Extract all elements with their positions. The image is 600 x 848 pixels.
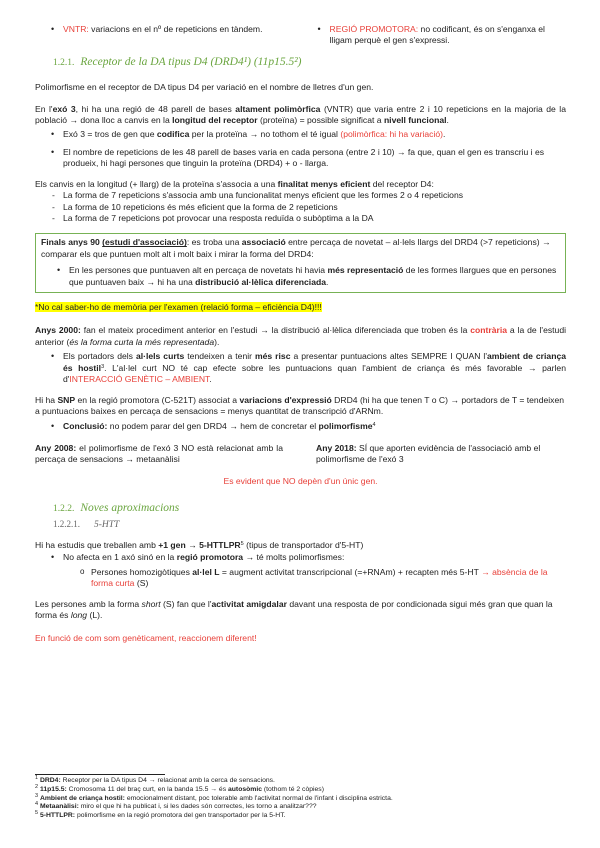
paragraph-5htt: Hi ha estudis que treballen amb +1 gen → $5-HTTLPR^5$ (tipus de transportador d'5-HT) (35, 540, 364, 550)
section-number: 1.2.1. (53, 57, 75, 68)
dash-item: - La forma de 7 repeticions pot provocar una resposta reduïda o subòptima a la DA (49, 213, 566, 224)
top-columns (49, 24, 566, 47)
dash-item: - La forma de 7 repeticions s'associa amb una funcionalitat menys eficient que les formes 2 o 4 repeticions (49, 190, 566, 201)
bullet-conclusio: • Conclusió: no podem parar del gen DRD4 → hem de concretar el polimorfisme$^4$ (49, 421, 566, 432)
footnote-1: $^1$ DRD4: Receptor per la DA tipus D4 → relacionat amb la cerca de sensacions. (35, 775, 275, 784)
year-2008: Any 2008: el polimorfisme de l'exó 3 NO està relacionat amb la percaça de sensacions → metaanàlisi (35, 442, 283, 465)
footnote-4: $^4$ Metaanàlisi: miro el que hi ha publicat i, si les dades són correctes, les torno a analitzar??? (35, 801, 317, 811)
promotora-term: REGIÓ PROMOTORA: (329, 24, 419, 34)
vntr-text: variacions en el nº de repeticions en tàndem. (88, 24, 263, 34)
footnote-rule (35, 774, 165, 775)
footnote-2: $^2$ 11p15.5: Cromosoma 11 del braç curt, en la banda 15.5 → és autosòmic (tothom té 2 còpies) (35, 783, 324, 793)
finals-90-box (35, 233, 566, 293)
paragraph-polymorphism: Polimorfisme en el receptor de DA tipus D4 per variació en el nombre de lletres d'un gen. (35, 82, 374, 93)
years-columns (35, 443, 566, 466)
bullet-exo3: • Exó 3 = tros de gen que codifica per la proteïna → no tothom el té igual (polimòrfica: hi ha variació). (49, 129, 566, 140)
box-bullet: • En les persones que puntuaven alt en percaça de novetats hi havia més representació de les formes llargues que en persones que puntuaven baix → hi ha una distribució al·lèlica diferenciada. (55, 265, 560, 288)
footnote-3: $^3$ Ambient de criança hostil: emocionalment distant, poc tolerable amb l'activitat normal de l'infant i disciplina estricta. (35, 792, 393, 802)
bullet-curts: • Els portadors dels al·lels curts tendeixen a tenir més risc a presentar puntuacions altes SEMPRE I QUAN l'ambient de criança és hostil$^3$. L'al·lel curt NO té cap efecte sobre les puntuacions quan l'ambient de criança és més favorable → parlen d'INTERACCIÓ GENÈTIC – AMBIENT. (49, 351, 566, 385)
box-paragraph: Finals anys 90 (estudi d'associació): es troba una associació entre percaça de novetat – al·lels llargs del DRD4 (>7 repeticions) → comparar els que puntuen molt alt i molt baix i mirar la forma del DRD4: (41, 237, 551, 259)
paragraph-snp: Hi ha SNP en la regió promotora (C-521T) associat a variacions d'expressió DRD4 (hi ha que tenen T o C) → portadors de T = tendeixen a puntuacions baixes en percaça de sensacions = menys quantitat de transcripció d'ARNm. (35, 394, 565, 416)
page (35, 24, 566, 644)
exo3-bullets (49, 129, 566, 169)
evident-note: Es evident que NO depèn d'un únic gen. (223, 475, 378, 486)
vntr-bullet (49, 24, 298, 47)
section-heading-new: 1.2.2. Noves aproximacions (53, 502, 180, 515)
sub-bullet-homozigotic: o Persones homozigòtiques al·lel L = augment activitat transcripcional (=+RNAm) + recapten més 5-HT → absència de la forma curta (S) (77, 567, 566, 590)
bullet-promotora: • No afecta en 1 axó sinó en la regió promotora → té molts polimorfismes: (49, 552, 566, 563)
promotora-text: no codificant, és on s'enganxa el lligam perquè el gen s'expressi. (329, 24, 545, 46)
promotora-bullet (316, 24, 567, 47)
year-2018: Any 2018: SÍ que aporten evidència de l'associació amb el polimorfisme de l'exó 3 (316, 442, 541, 465)
bullet-repeat: • El nombre de repeticions de les 48 parell de bases varia en cada persona (entre 2 i 10) → fa que, quan el gen es transcriu i es produeix, hi hagi persones que tinguin la proteïna (DRD4) + o - llarga. (49, 147, 566, 170)
paragraph-exo3: En l'exó 3, hi ha una regió de 48 parell de bases altament polimòrfica (VNTR) que varia entre 2 i 10 repeticions en la majoria de la població → dona lloc a canvis en la longitud del receptor (proteïna) = possible significat a nivell funcional. (35, 103, 567, 125)
section-heading-drd4 (53, 55, 566, 70)
paragraph-changes: Els canvis en la longitud (+ llarg) de la proteïna s'associa a una finalitat menys eficient del receptor D4: (35, 178, 434, 189)
exam-note: *No cal saber-ho de memòria per l'examen (relació forma – eficiència D4)!!! (35, 302, 322, 313)
genetic-note: En funció de com som genèticament, reaccionem diferent! (35, 632, 257, 643)
dash-item: - La forma de 10 repeticions és més eficient que la forma de 2 repeticions (49, 202, 566, 213)
section-title: Receptor de la DA tipus D4 (DRD4¹) (11p15.5²) (80, 55, 302, 68)
vntr-term: VNTR: (63, 24, 89, 34)
paragraph-2000: Anys 2000: fan el mateix procediment anterior en l'estudi → la distribució al·lèlica diferenciada que troben és la contrària a la de l'estudi anterior (és la forma curta la més representada). (35, 325, 567, 347)
paragraph-short: Les persones amb la forma short (S) fan que l'activitat amigdalar davant una resposta de por condicionada sigui més gran que quan la forma és long (L). (35, 598, 553, 621)
dash-list (49, 190, 566, 224)
footnote-5: $^5$ 5-HTTLPR: polimorfisme en la regió promotora del gen transportador per la 5-HT. (35, 810, 286, 820)
subsection-heading-5htt: 1.2.2.1. 5-HTT (53, 519, 120, 531)
footnotes (35, 774, 566, 821)
